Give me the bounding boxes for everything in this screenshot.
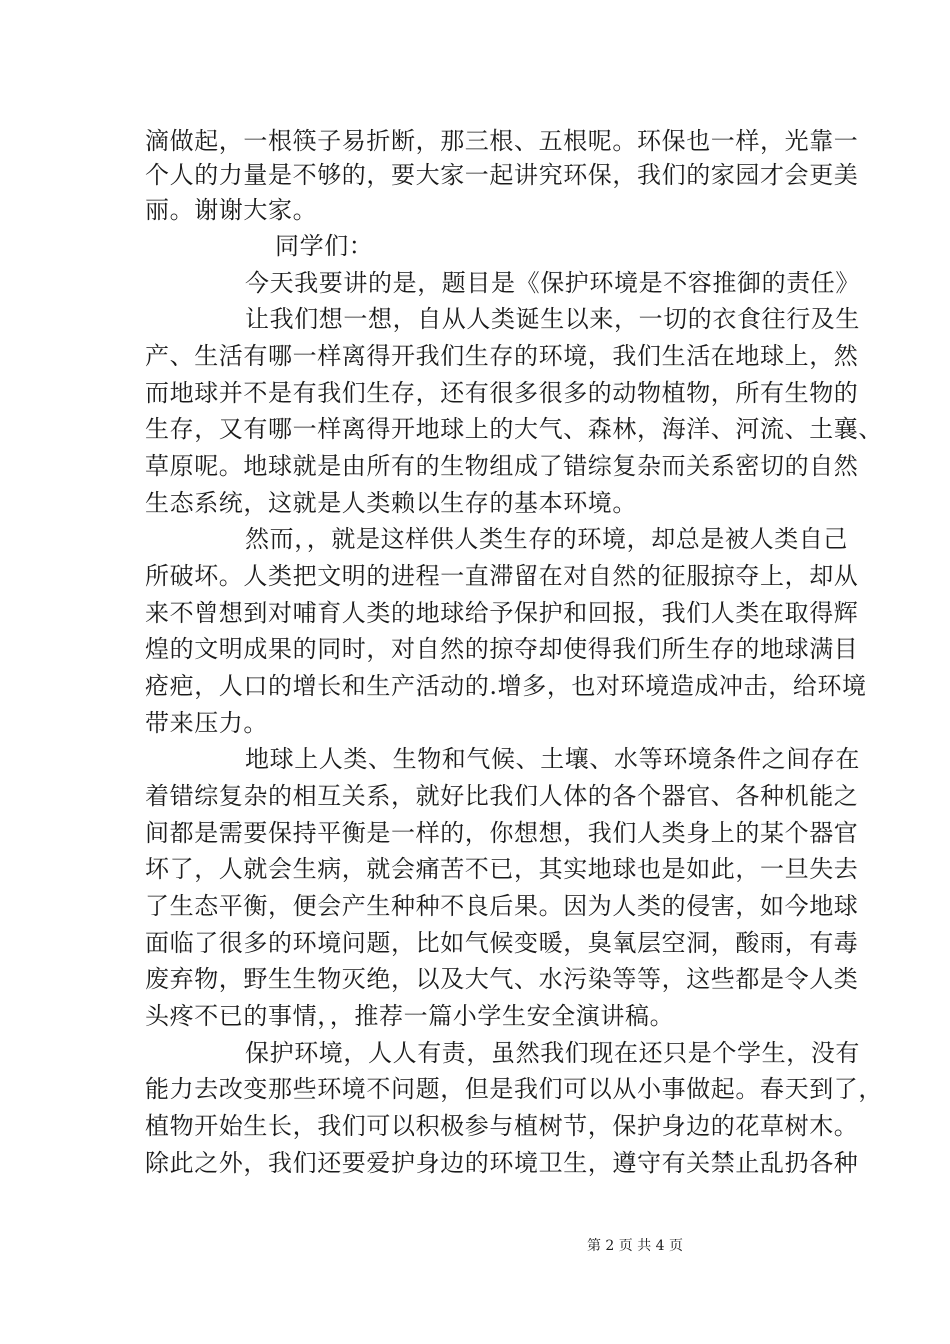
text-line: 生存，又有哪一样离得开地球上的大气、森林，海洋、河流、土襄、 <box>145 415 883 443</box>
text-line: 生态系统，这就是人类赖以生存的基本环境。 <box>145 489 637 517</box>
text-line: 同学们： <box>275 232 374 260</box>
text-line: 坏了，人就会生病，就会痛苦不已，其实地球也是如此，一旦失去 <box>145 855 859 883</box>
text-line: 废弃物，野生生物灭绝，以及大气、水污染等等，这些都是令人类 <box>145 965 859 993</box>
text-line: 带来压力。 <box>145 709 268 737</box>
text-line: 而地球并不是有我们生存，还有很多很多的动物植物，所有生物的 <box>145 379 859 407</box>
page-number: 第 2 页 共 4 页 <box>586 1238 684 1254</box>
text-line: 头疼不已的事情，，推荐一篇小学生安全演讲稿。 <box>145 1002 675 1030</box>
text-line: 煌的文明成果的同时，对自然的掠夺却使得我们所生存的地球满目 <box>145 635 859 663</box>
text-line: 个人的力量是不够的，要大家一起讲究环保，我们的家园才会更美 <box>145 161 859 189</box>
text-line: 着错综复杂的相互关系，就好比我们人体的各个器官、各种机能之 <box>145 782 859 810</box>
text-line: 然而，，就是这样供人类生存的环境，却总是被人类自己 <box>245 525 848 553</box>
text-line: 来不曾想到对哺育人类的地球给予保护和回报，我们人类在取得辉 <box>145 599 859 627</box>
text-line: 所破坏。人类把文明的进程一直滞留在对自然的征服掠夺上，却从 <box>145 562 859 590</box>
text-line: 面临了很多的环境问题，比如气候变暖，臭氧层空洞，酸雨，有毒 <box>145 929 859 957</box>
text-line: 让我们想一想，自从人类诞生以来，一切的衣食往行及生 <box>245 305 860 333</box>
text-line: 除此之外，我们还要爱护身边的环境卫生，遵守有关禁止乱扔各种 <box>145 1149 859 1177</box>
text-line: 地球上人类、生物和气候、土壤、水等环境条件之间存在 <box>245 745 860 773</box>
text-line: 丽。谢谢大家。 <box>145 196 318 224</box>
text-line: 间都是需要保持平衡是一样的，你想想，我们人类身上的某个器官 <box>145 819 859 847</box>
text-line: 能力去改变那些环境不问题，但是我们可以从小事做起。春天到了， <box>145 1075 883 1103</box>
text-line: 产、生活有哪一样离得开我们生存的环境，我们生活在地球上，然 <box>145 342 859 370</box>
text-line: 疮疤，人口的增长和生产活动的.增多，也对环境造成冲击，给环境 <box>145 672 867 700</box>
text-line: 滴做起，一根筷子易折断，那三根、五根呢。环保也一样，光靠一 <box>145 127 859 155</box>
text-line: 植物开始生长，我们可以积极参与植树节，保护身边的花草树木。 <box>145 1112 859 1140</box>
text-line: 了生态平衡，便会产生种种不良后果。因为人类的侵害，如今地球 <box>145 892 859 920</box>
text-line: 今天我要讲的是，题目是《保护环境是不容推御的责任》 <box>245 269 860 297</box>
text-line: 保护环境，人人有责，虽然我们现在还只是个学生，没有 <box>245 1039 860 1067</box>
text-line: 草原呢。地球就是由所有的生物组成了错综复杂而关系密切的自然 <box>145 452 859 480</box>
